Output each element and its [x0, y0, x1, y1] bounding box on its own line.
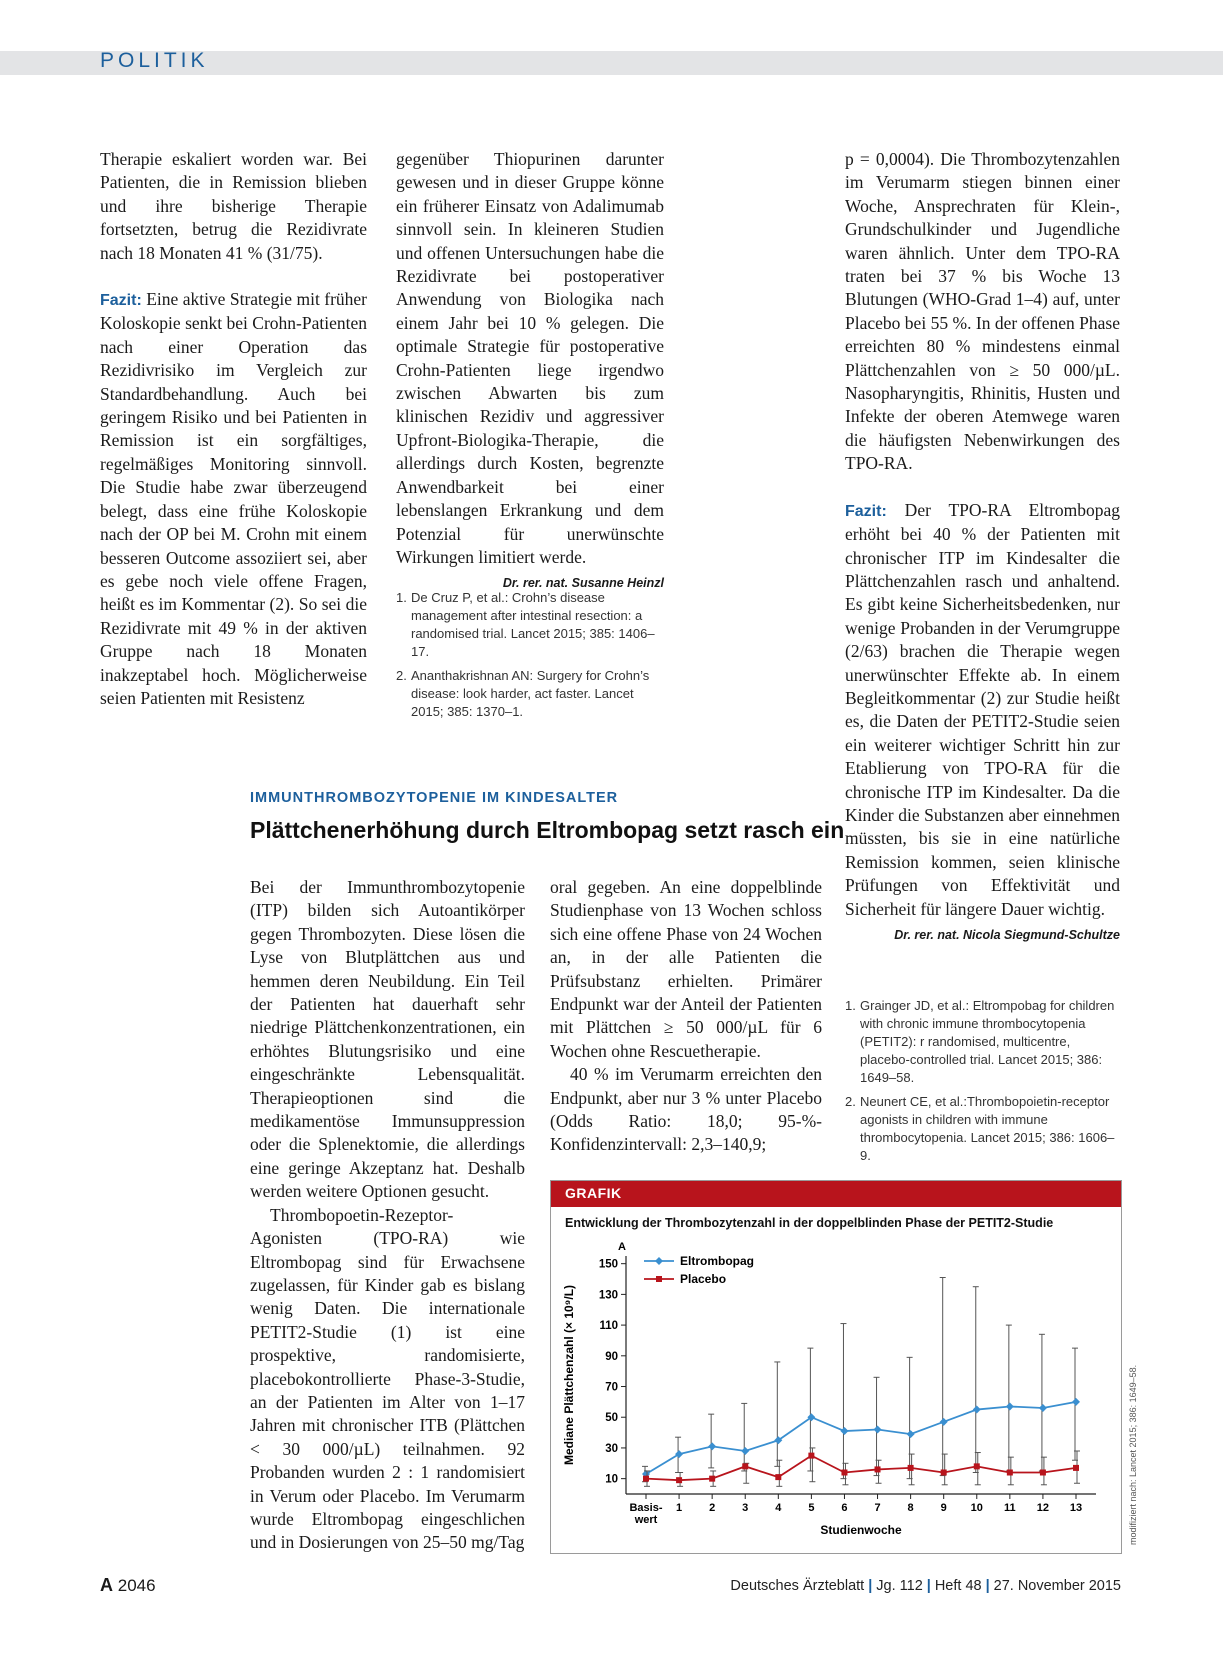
figure-header	[551, 1181, 1121, 1207]
x-tick-label: 8	[907, 1502, 914, 1514]
x-tick-label: 13	[1069, 1502, 1083, 1514]
data-point-placebo	[742, 1463, 748, 1469]
data-point-placebo	[676, 1477, 682, 1483]
article-paragraph: 40 % im Verumarm erreichten den Endpunkt, aber nur 3 % unter Placebo (Odds Ratio: 18,0; 95-%-Konfidenzintervall: 2,3–140,9;	[550, 1064, 822, 1155]
col1-paragraph-fazit	[100, 288, 367, 710]
legend-label: Eltrombopag	[680, 1254, 754, 1268]
y-axis-marker: A	[618, 1241, 626, 1253]
author-siegmund-schultze: Dr. rer. nat. Nicola Siegmund-Schultze	[894, 928, 1120, 942]
reference-number: 1.	[845, 998, 856, 1013]
y-tick-label: 110	[599, 1320, 618, 1333]
col1-fazit-text: Eine aktive Strategie mit früher Koloskopie senkt bei Crohn-Patienten nach einer Operation das Rezidivrisiko im Vergleich zur Standardbehandlung. Auch bei geringem Risiko und bei Patienten in Remission ist ein sorgfältiges, regelmäßiges Monitoring sinnvoll. Die Studie habe zwar überzeugend belegt, dass eine frühe Koloskopie nach der OP bei M. Crohn mit einem besseren Outcome assoziiert sei, aber es gebe noch viele offene Fragen, heißt es im Kommentar (2). So sei die Rezidivrate mit 49 % in der aktiven Gruppe nach 18 Monaten inakzeptabel hoch. Möglicherweise seien Patienten mit Resistenz	[100, 289, 367, 708]
col2-text: gegenüber Thiopurinen darunter gewesen und in dieser Gruppe könne ein früherer Einsatz von Adalimumab sinnvoll sein. In kleineren Studien und offenen Untersuchungen habe die Rezidivrate bei postoperativer Anwendung von Biologika nach einem Jahr bei 10 % gelegen. Die optimale Strategie für postoperative Crohn-Patienten liege irgendwo zwischen Abwarten bis zum klinischen Rezidiv und aggressiver Upfront-Biologika-Therapie, die allerdings durch Kosten, begrenzte Anwendbarkeit bei einer lebenslangen Erkrankung und dem Potenzial für unerwünschte Wirkungen limitiert werde.	[396, 149, 664, 567]
data-point-eltrombopag	[940, 1418, 948, 1426]
reference-number: 2.	[845, 1094, 856, 1109]
x-tick-label: 7	[874, 1502, 881, 1514]
y-axis-label: Mediane Plättchenzahl (× 10⁹/L)	[562, 1284, 576, 1466]
x-axis-label: Studienwoche	[820, 1523, 902, 1537]
figure-label: GRAFIK	[565, 1185, 622, 1201]
separator: |	[985, 1578, 990, 1594]
x-tick-label: 9	[940, 1502, 947, 1514]
column-2	[396, 148, 664, 596]
page-number	[100, 1575, 156, 1596]
data-point-eltrombopag	[840, 1427, 848, 1435]
separator: |	[868, 1578, 873, 1594]
data-point-eltrombopag	[973, 1406, 981, 1414]
reference-item	[396, 667, 664, 721]
x-tick-label: 2	[709, 1502, 716, 1514]
article-column-b	[550, 876, 822, 1157]
footer-journal	[730, 1578, 1121, 1594]
y-tick-label: 50	[605, 1412, 618, 1425]
col2-paragraph-1	[396, 148, 664, 591]
col3-references	[845, 997, 1120, 1171]
fazit-label: Fazit:	[845, 502, 887, 520]
article-column-a	[250, 876, 525, 1555]
data-point-placebo	[841, 1470, 847, 1476]
x-tick-label: 6	[841, 1502, 848, 1514]
author-heinzl: Dr. rer. nat. Susanne Heinzl	[502, 576, 664, 591]
legend-marker	[655, 1257, 663, 1265]
data-point-placebo	[974, 1463, 980, 1469]
article-kicker: IMMUNTHROMBOZYTOPENIE IM KINDESALTER	[250, 790, 619, 806]
col3-paragraph-fazit	[845, 499, 1120, 942]
x-tick-label: 10	[970, 1502, 983, 1514]
reference-number: 1.	[396, 590, 407, 605]
reference-item	[396, 589, 664, 661]
col3-paragraph-1: p = 0,0004). Die Thrombozytenzahlen im Verumarm stiegen binnen einer Woche, Ansprechraten für Klein-, Grundschulkinder und Jugendliche waren ähnlich. Unter dem TPO-RA traten bei 37 % bis Woche 13 Blutungen (WHO-Grad 1–4) auf, unter Placebo bei 55 %. In der offenen Phase erreichten 80 % mindestens einmal Plättchenzahlen von ≥ 50 000/µL. Nasopharyngitis, Rhinitis, Husten und Infekte der oberen Atemwege waren die häufigsten Nebenwirkungen des TPO-RA.	[845, 149, 1120, 474]
article-title: Plättchenerhöhung durch Eltrombopag setzt rasch ein	[250, 817, 845, 843]
x-tick-label: 12	[1036, 1502, 1050, 1514]
data-point-placebo	[1040, 1470, 1046, 1476]
y-tick-label: 10	[605, 1473, 618, 1486]
reference-text: Neunert CE, et al.:Thrombopoietin-receptor agonists in children with immune thrombocytopenia. Lancet 2015; 386: 1606–9.	[860, 1094, 1115, 1163]
y-tick-label: 70	[605, 1381, 618, 1394]
data-point-eltrombopag	[708, 1442, 716, 1450]
x-tick-label: 3	[742, 1502, 749, 1514]
fazit-label: Fazit:	[100, 292, 142, 310]
data-point-placebo	[709, 1476, 715, 1482]
data-point-eltrombopag	[907, 1430, 915, 1438]
reference-text: Ananthakrishnan AN: Surgery for Crohn’s disease: look harder, act faster. Lancet 2015; 385: 1370–1.	[411, 668, 650, 719]
y-tick-label: 90	[605, 1350, 618, 1363]
col3-fazit-text: Der TPO-RA Eltrombopag erhöht bei 40 % der Patienten mit chronischer ITP im Kindesalter die Plättchenzahlen rasch und anhaltend. Es gibt keine Sicherheitsbedenken, nur wenige Probanden in der Verumgruppe (2/63) brachen die Therapie wegen unerwünschter Effekte ab. In einem Begleitkommentar (2) zur Studie heißt es, die Daten der PETIT2-Studie seien ein weiterer wichtiger Schritt hin zur Etablierung von TPO-RA für die chronische ITP im Kindesalter. Da die Kinder die Substanzen aber einnehmen müssten, bis sie in eine natürliche Remission kommen, seien klinische Prüfungen von Effektivität und Sicherheit für längere Dauer wichtig.	[845, 499, 1120, 919]
col1-paragraph-1: Therapie eskaliert worden war. Bei Patienten, die in Remission blieben und ihre bisherige Therapie fortsetzten, betrug die Rezidivrate nach 18 Monaten 41 % (31/75).	[100, 149, 367, 263]
data-point-placebo	[875, 1466, 881, 1472]
data-point-placebo	[1073, 1465, 1079, 1471]
x-tick-label: 1	[676, 1502, 683, 1514]
data-point-placebo	[643, 1476, 649, 1482]
x-tick-label: 4	[775, 1502, 782, 1514]
page-prefix: A	[100, 1575, 113, 1595]
x-tick-label: wert	[634, 1514, 658, 1526]
y-tick-label: 150	[598, 1258, 618, 1271]
reference-text: De Cruz P, et al.: Crohn’s disease management after intestinal resection: a randomised trial. Lancet 2015; 385: 1406–17.	[411, 590, 655, 659]
journal-issue: Heft 48	[934, 1578, 982, 1594]
journal-volume: Jg. 112	[876, 1578, 923, 1594]
reference-item	[845, 997, 1120, 1087]
data-point-eltrombopag	[741, 1447, 749, 1455]
data-point-placebo	[775, 1474, 781, 1480]
data-point-placebo	[941, 1470, 947, 1476]
data-point-eltrombopag	[1006, 1402, 1014, 1410]
journal-name: Deutsches Ärzteblatt	[730, 1578, 865, 1594]
article-paragraph: oral gegeben. An eine doppelblinde Studienphase von 13 Wochen schloss sich eine offene Phase von 24 Wochen an, in der alle Patienten die Prüfsubstanz erhielten. Primärer Endpunkt war der Anteil der Patienten mit Plättchen ≥ 50 000/µL für 6 Wochen ohne Rescuetherapie.	[550, 877, 822, 1061]
col2-references	[396, 589, 664, 727]
article-paragraph: Bei der Immunthrombozytopenie (ITP) bilden sich Autoantikörper gegen Thrombozyten. Diese lösen die Lyse von Blutplättchen aus und hemmen deren Neubildung. Ein Teil der Patienten hat dauerhaft sehr niedrige Plättchenkonzentrationen, ein erhöhtes Blutungsrisiko und eine eingeschränkte Lebensqualität. Therapieoptionen sind die medikamentöse Immunsuppression oder die Splenektomie, die allerdings eine geringe Akzeptanz hat. Deshalb werden weitere Optionen gesucht.	[250, 877, 525, 1202]
x-tick-label: Basis-	[629, 1502, 663, 1514]
page-number-value: 2046	[117, 1576, 156, 1595]
legend-label: Placebo	[680, 1272, 727, 1286]
data-point-eltrombopag	[874, 1426, 882, 1434]
y-tick-label: 130	[598, 1289, 618, 1302]
data-point-placebo	[808, 1453, 814, 1459]
column-1	[100, 148, 367, 710]
section-label: POLITIK	[100, 49, 209, 72]
x-tick-label: 5	[808, 1502, 815, 1514]
x-tick-label: 11	[1004, 1502, 1016, 1514]
separator: |	[926, 1578, 931, 1594]
reference-number: 2.	[396, 668, 407, 683]
data-point-placebo	[908, 1465, 914, 1471]
article-paragraph: Thrombopoetin-Rezeptor-Agonisten (TPO-RA) wie Eltrombopag sind für Erwachsene zugelassen, für Kinder gab es bislang wenig Daten. Die internationale PETIT2-Studie (1) ist eine prospektive, randomisierte, placebokontrollierte Phase-3-Studie, an der Patienten im Alter von 1–17 Jahren mit chronischer ITB (Plättchen < 30 000/µL) teilnahmen. 92 Probanden wurden 2 : 1 randomisiert in Verum oder Placebo. Im Verumarm wurde Eltrombopag eingeschlichen und in Dosierungen von 25–50 mg/Tag	[250, 1204, 525, 1553]
figure-credit: modifiziert nach: Lancet 2015; 386: 1649–58.	[1128, 1364, 1138, 1545]
data-point-eltrombopag	[675, 1450, 683, 1458]
reference-item	[845, 1093, 1120, 1165]
figure-box	[550, 1180, 1122, 1554]
legend-marker	[656, 1276, 662, 1282]
y-tick-label: 30	[605, 1442, 618, 1455]
series-line-eltrombopag	[646, 1402, 1076, 1474]
data-point-placebo	[1007, 1470, 1013, 1476]
reference-text: Grainger JD, et al.: Eltrompobag for children with chronic immune thrombocytopenia (PETIT2): r randomised, multicentre, placebo-controlled trial. Lancet 2015; 386: 1649–58.	[860, 998, 1115, 1085]
journal-date: 27. November 2015	[993, 1578, 1121, 1594]
platelet-chart	[551, 1236, 1121, 1551]
column-3	[845, 148, 1120, 947]
figure-title: Entwicklung der Thrombozytenzahl in der doppelblinden Phase der PETIT2-Studie	[565, 1216, 1054, 1230]
data-point-eltrombopag	[1072, 1398, 1080, 1406]
data-point-eltrombopag	[1039, 1404, 1047, 1412]
